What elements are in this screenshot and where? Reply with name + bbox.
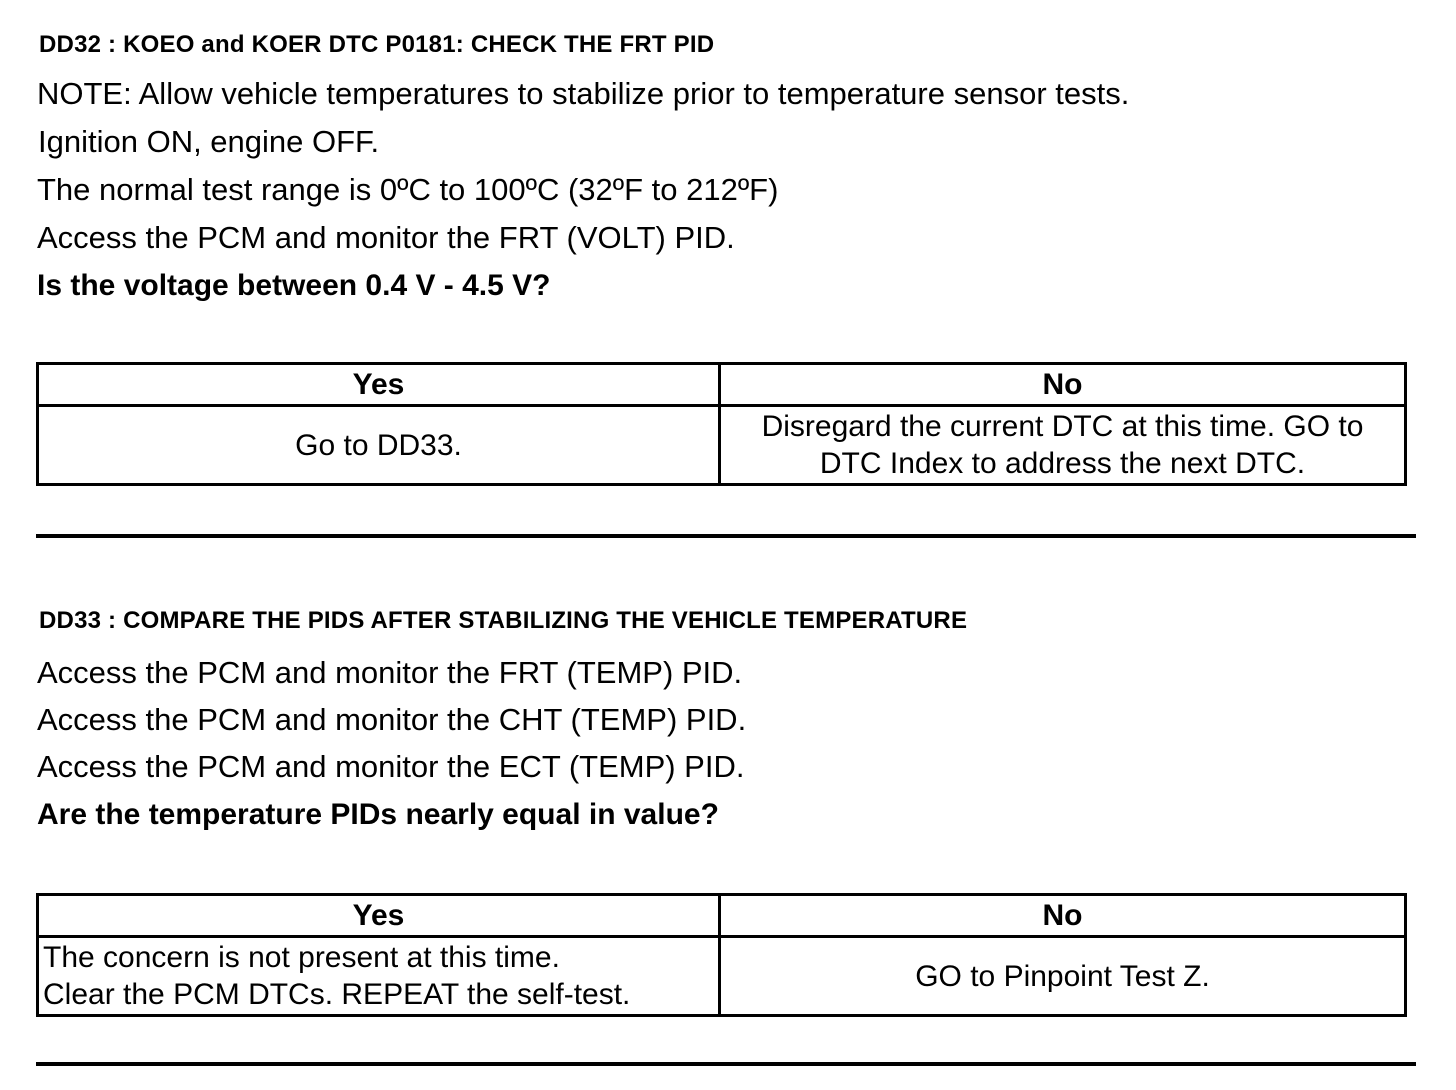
section-divider	[36, 534, 1416, 538]
section-heading-dd33: DD33 : COMPARE THE PIDS AFTER STABILIZING THE VEHICLE TEMPERATURE	[39, 607, 968, 634]
yes-action-cell	[38, 937, 720, 1016]
instruction-line: Access the PCM and monitor the FRT (TEMP) PID.	[37, 655, 743, 690]
instruction-line: Access the PCM and monitor the CHT (TEMP) PID.	[37, 702, 747, 737]
section-question: Are the temperature PIDs nearly equal in value?	[37, 798, 719, 831]
no-action-cell	[720, 406, 1406, 485]
instruction-line: Access the PCM and monitor the FRT (VOLT) PID.	[37, 220, 735, 255]
note-line: NOTE: Allow vehicle temperatures to stabilize prior to temperature sensor tests.	[37, 76, 1130, 111]
yes-column-header: Yes	[38, 364, 720, 406]
yes-action-cell	[38, 406, 720, 485]
no-column-header: No	[720, 895, 1406, 937]
no-action-text: GO to Pinpoint Test Z.	[915, 959, 1210, 993]
no-column-header: No	[720, 364, 1406, 406]
yes-action-text: The concern is not present at this time.	[43, 941, 560, 974]
yes-action-text: Clear the PCM DTCs. REPEAT the self-test.	[43, 978, 631, 1011]
section-divider	[36, 1062, 1416, 1066]
instruction-line: The normal test range is 0ºC to 100ºC (32ºF to 212ºF)	[37, 172, 779, 207]
no-action-text: DTC Index to address the next DTC.	[819, 447, 1306, 480]
section-question: Is the voltage between 0.4 V - 4.5 V?	[37, 269, 551, 302]
no-action-text: Disregard the current DTC at this time. GO to	[761, 410, 1364, 443]
yes-column-header: Yes	[38, 895, 720, 937]
no-action-cell	[720, 937, 1406, 1016]
decision-table-dd32	[36, 362, 1407, 486]
yes-action-text: Go to DD33.	[295, 428, 462, 462]
section-heading-dd32: DD32 : KOEO and KOER DTC P0181: CHECK THE FRT PID	[39, 31, 715, 58]
decision-table-dd33	[36, 893, 1407, 1017]
instruction-line: Ignition ON, engine OFF.	[38, 124, 380, 159]
instruction-line: Access the PCM and monitor the ECT (TEMP) PID.	[37, 749, 745, 784]
